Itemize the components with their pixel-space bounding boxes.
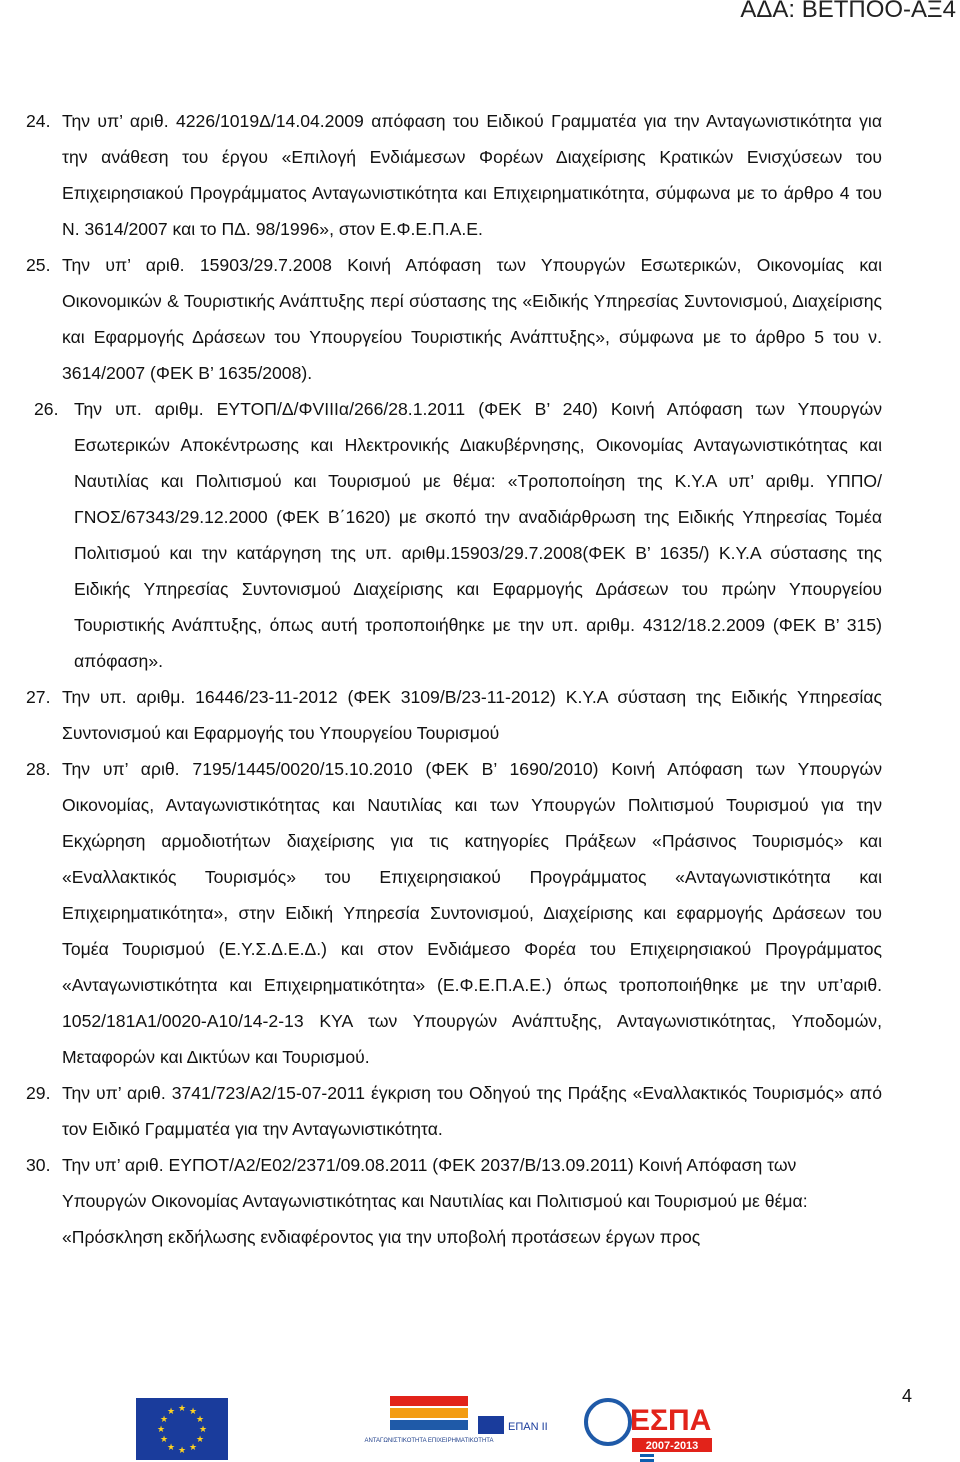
item-text: Την υπ. αριθμ. 16446/23-11-2012 (ΦΕΚ 3109/Β/23-11-2012) Κ.Υ.Α σύσταση της Ειδικής Υπηρεσίας Συντονισμού και Εφαρμογής του Υπουργείου Τουρισμού (62, 687, 882, 743)
svg-text:★: ★ (177, 1446, 187, 1456)
svg-text:★: ★ (188, 1407, 198, 1417)
eu-flag-logo (136, 1398, 228, 1460)
item-number: 30. (26, 1155, 51, 1175)
list-item (26, 679, 882, 751)
item-text: Την υπ’ αριθ. 4226/1019Δ/14.04.2009 απόφαση του Ειδικού Γραμματέα για την Ανταγωνιστικότητα για την ανάθεση του έργου «Επιλογή Ενδιάμεσων Φορέων Διαχείρισης Κρατικών Ενισχύσεων του Επιχειρησιακού Προγράμματος Ανταγωνιστικότητα και Επιχειρηματικότητα, σύμφωνα με το άρθρο 4 του Ν. 3614/2007 και το ΠΔ. 98/1996», στον Ε.Φ.Ε.Π.Α.Ε. (62, 111, 882, 239)
list-item (26, 751, 882, 1075)
item-text: Την υπ’ αριθ. ΕΥΠΟΤ/Α2/Ε02/2371/09.08.2011 (ΦΕΚ 2037/Β/13.09.2011) Κοινή Απόφαση των Υπουργών Οικονομίας Ανταγωνιστικότητας και Ναυτιλίας και Πολιτισμού και Τουρισμού με θέμα: «Πρόσκληση εκδήλωσης ενδιαφέροντος για την υποβολή προτάσεων έργων προς (62, 1155, 808, 1247)
svg-text:★: ★ (177, 1404, 187, 1414)
list-item (26, 103, 882, 247)
item-number: 26. (34, 399, 59, 419)
ada-code: ΑΔΑ: ΒΕΤΠΟΟ-ΑΞ4 (740, 0, 956, 23)
svg-text:★: ★ (195, 1435, 205, 1445)
competitiveness-caption: ΑΝΤΑΓΩΝΙΣΤΙΚΟΤΗΤΑ ΕΠΙΧΕΙΡΗΜΑΤΙΚΟΤΗΤΑ (364, 1438, 494, 1444)
svg-text:★: ★ (166, 1443, 176, 1453)
item-text: Την υπ’ αριθ. 3741/723/Α2/15-07-2011 έγκριση του Οδηγού της Πράξης «Εναλλακτικός Τουρισμός» από τον Ειδικό Γραμματέα για την Ανταγωνιστικότητα. (62, 1083, 882, 1139)
list-item (26, 391, 882, 679)
decisions-list (26, 103, 882, 1255)
footer-logos (130, 1392, 890, 1462)
svg-text:★: ★ (159, 1415, 169, 1425)
svg-text:★: ★ (159, 1435, 169, 1445)
item-text: Την υπ’ αριθ. 7195/1445/0020/15.10.2010 (ΦΕΚ Β’ 1690/2010) Κοινή Απόφαση των Υπουργών Οικονομίας, Ανταγωνιστικότητας και Ναυτιλίας και των Υπουργών Πολιτισμού Τουρισμού για την Εκχώρηση αρμοδιοτήτων διαχείρισης για τις κατηγορίες Πράξεων «Πράσινος Τουρισμός» και «Εναλλακτικός Τουρισμός» του Επιχειρησιακού Προγράμματος «Ανταγωνιστικότητα και Επιχειρηματικότητα», στην Ειδική Υπηρεσία Συντονισμού, Διαχείρισης και εφαρμογής Δράσεων του Τομέα Τουρισμού (Ε.Υ.Σ.Δ.Ε.Δ.) και στον Ενδιάμεσο Φορέα του Επιχειρησιακού Προγράμματος «Ανταγωνιστικότητα και Επιχειρηματικότητα» (Ε.Φ.Ε.Π.Α.Ε.) όπως τροποποιήθηκε με την υπ’αριθ. 1052/181Α1/0020-Α10/14-2-13 ΚΥΑ των Υπουργών Ανάπτυξης, Ανταγωνιστικότητας, Υποδομών, Μεταφορών και Δικτύων και Τουρισμού. (62, 759, 882, 1067)
item-number: 28. (26, 759, 51, 779)
svg-text:★: ★ (195, 1415, 205, 1425)
item-number: 27. (26, 687, 51, 707)
epan-caption: ΕΠΑΝ ΙΙ (508, 1421, 548, 1433)
svg-text:★: ★ (198, 1425, 208, 1435)
competitiveness-programme-logo (364, 1396, 493, 1444)
page-number: 4 (902, 1386, 913, 1406)
item-text: Την υπ’ αριθ. 15903/29.7.2008 Κοινή Απόφαση των Υπουργών Εσωτερικών, Οικονομίας και Οικονομικών & Τουριστικής Ανάπτυξης περί σύστασης της «Ειδικής Υπηρεσίας Συντονισμού, Διαχείρισης και Εφαρμογής Δράσεων του Υπουργείου Τουριστικής Ανάπτυξης», σύμφωνα με το άρθρο 5 του ν. 3614/2007 (ΦΕΚ Β’ 1635/2008). (62, 255, 882, 383)
item-number: 29. (26, 1083, 51, 1103)
espa-caption: ΕΣΠΑ (630, 1404, 712, 1437)
list-item (26, 1075, 882, 1147)
espa-years: 2007-2013 (645, 1440, 699, 1452)
item-number: 25. (26, 255, 51, 275)
item-number: 24. (26, 111, 51, 131)
item-text: Την υπ. αριθμ. ΕΥΤΟΠ/Δ/ΦVIIIα/266/28.1.2011 (ΦΕΚ Β’ 240) Κοινή Απόφαση των Υπουργών Εσωτερικών Αποκέντρωσης και Ηλεκτρονικής Διακυβέρνησης, Οικονομίας Ανταγωνιστικότητας και Ναυτιλίας και Πολιτισμού και Τουρισμού με θέμα: «Τροποποίηση της Κ.Υ.Α υπ’ αριθμ. ΥΠΠΟ/ΓΝΟΣ/67343/29.12.2000 (ΦΕΚ Β΄1620) με σκοπό την αναδιάρθρωση της Ειδικής Υπηρεσίας Τομέα Πολιτισμού και την κατάργηση της υπ. αριθμ.15903/29.7.2008(ΦΕΚ Β’ 1635/) Κ.Υ.Α σύστασης της Ειδικής Υπηρεσίας Συντονισμού Διαχείρισης και Εφαρμογής Δράσεων του πρώην Υπουργείου Τουριστικής Ανάπτυξης, όπως αυτή τροποποιήθηκε με την υπ. αριθμ. 4312/18.2.2009 (ΦΕΚ Β’ 315) απόφαση». (74, 399, 882, 671)
svg-text:★: ★ (166, 1407, 176, 1417)
svg-text:★: ★ (188, 1443, 198, 1453)
epan-ii-logo (478, 1416, 548, 1434)
espa-logo (586, 1400, 712, 1462)
list-item (26, 247, 882, 391)
list-item (26, 1147, 882, 1255)
svg-text:★: ★ (156, 1425, 166, 1435)
